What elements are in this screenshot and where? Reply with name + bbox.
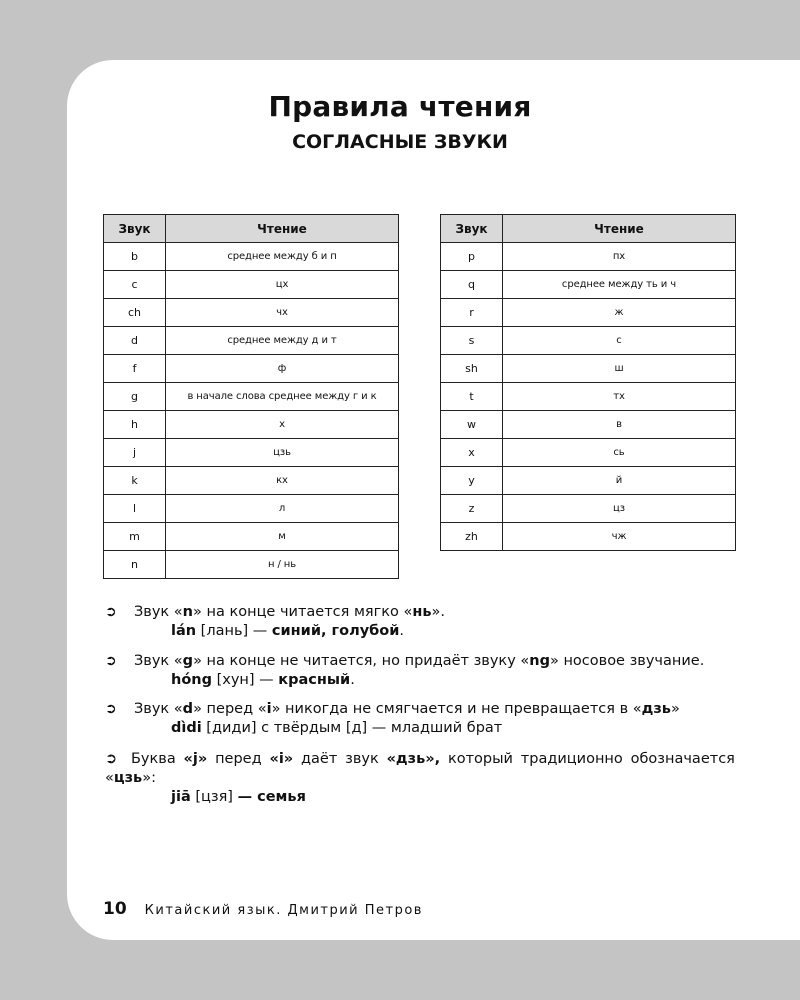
table-row [104,411,399,439]
rule-text: ➲ Буква «j» перед «i» даёт звук «дзь», который традиционно обозначается [105,751,735,767]
sound-cell: zh [441,523,503,551]
reading-cell: ф [166,355,399,383]
header-reading: Чтение [166,215,399,243]
header-reading: Чтение [503,215,736,243]
sound-cell: f [104,355,166,383]
table-row [441,495,736,523]
table-row [104,383,399,411]
table-row [104,299,399,327]
arrow-icon: ➲ [105,701,117,717]
sound-cell: w [441,411,503,439]
sound-cell: b [104,243,166,271]
sound-cell: m [104,523,166,551]
table-row [104,327,399,355]
table-header-row [104,215,399,243]
rule-text: Звук «g» на конце не читается, но придаёт звуку «ng» носовое звучание. [134,653,705,669]
reading-cell: тх [503,383,736,411]
sound-cell: y [441,467,503,495]
sound-cell: sh [441,355,503,383]
reading-cell: в начале слова среднее между г и к [166,383,399,411]
reading-cell: х [166,411,399,439]
reading-cell: ж [503,299,736,327]
arrow-icon: ➲ [105,751,118,767]
table-row [441,271,736,299]
sound-cell: d [104,327,166,355]
rule-j-before-i [105,750,735,807]
rule-n-ending [105,603,735,641]
consonants-table-right [440,214,736,551]
reading-cell: н / нь [166,551,399,579]
sound-cell: l [104,495,166,523]
sound-cell: t [441,383,503,411]
reading-cell: л [166,495,399,523]
table-row [104,495,399,523]
reading-cell: пх [503,243,736,271]
rule-text: Звук «d» перед «i» никогда не смягчается и не превращается в «дзь» [134,701,680,717]
sound-cell: z [441,495,503,523]
table-row [104,243,399,271]
table-row [104,523,399,551]
reading-cell: кх [166,467,399,495]
reading-cell: среднее между ть и ч [503,271,736,299]
reading-cell: с [503,327,736,355]
sound-cell: ch [104,299,166,327]
sound-cell: x [441,439,503,467]
sound-cell: g [104,383,166,411]
table-row [104,439,399,467]
arrow-icon: ➲ [105,653,117,669]
sound-cell: h [104,411,166,439]
table-row [104,355,399,383]
rule-text: Звук «n» на конце читается мягко «нь». [134,604,446,620]
page-subtitle: СОГЛАСНЫЕ ЗВУКИ [292,131,508,153]
table-row [441,411,736,439]
sound-cell: k [104,467,166,495]
rule-example: jiā [цзя] — семья [171,789,306,805]
reading-cell: цзь [166,439,399,467]
sound-cell: n [104,551,166,579]
reading-cell: м [166,523,399,551]
table-row [441,327,736,355]
rule-d-before-i [105,700,735,738]
rule-example: lán [лань] — синий, голубой. [171,623,405,639]
rule-example: dìdi [диди] с твёрдым [д] — младший брат [171,720,503,736]
table-row [104,551,399,579]
table-row [104,271,399,299]
sound-cell: j [104,439,166,467]
table-row [441,383,736,411]
header-sound: Звук [441,215,503,243]
header-sound: Звук [104,215,166,243]
table-row [441,299,736,327]
reading-cell: среднее между б и п [166,243,399,271]
page-footer [103,899,423,919]
rule-text-continued: «цзь»: [105,770,156,786]
table-row [441,523,736,551]
sound-cell: p [441,243,503,271]
table-row [104,467,399,495]
sound-cell: s [441,327,503,355]
reading-cell: й [503,467,736,495]
reading-cell: чх [166,299,399,327]
arrow-icon: ➲ [105,604,117,620]
sound-cell: r [441,299,503,327]
reading-cell: цх [166,271,399,299]
rule-example: hóng [хун] — красный. [171,672,355,688]
reading-cell: чж [503,523,736,551]
rule-g-ending [105,652,735,690]
reading-cell: ш [503,355,736,383]
reading-cell: цз [503,495,736,523]
page-number: 10 [103,899,127,919]
reading-cell: среднее между д и т [166,327,399,355]
table-row [441,243,736,271]
book-title: Китайский язык. Дмитрий Петров [144,903,423,918]
table-row [441,439,736,467]
table-row [441,467,736,495]
table-header-row [441,215,736,243]
table-row [441,355,736,383]
reading-cell: сь [503,439,736,467]
consonants-table-left [103,214,399,579]
page-title: Правила чтения [268,90,532,123]
sound-cell: c [104,271,166,299]
reading-cell: в [503,411,736,439]
sound-cell: q [441,271,503,299]
